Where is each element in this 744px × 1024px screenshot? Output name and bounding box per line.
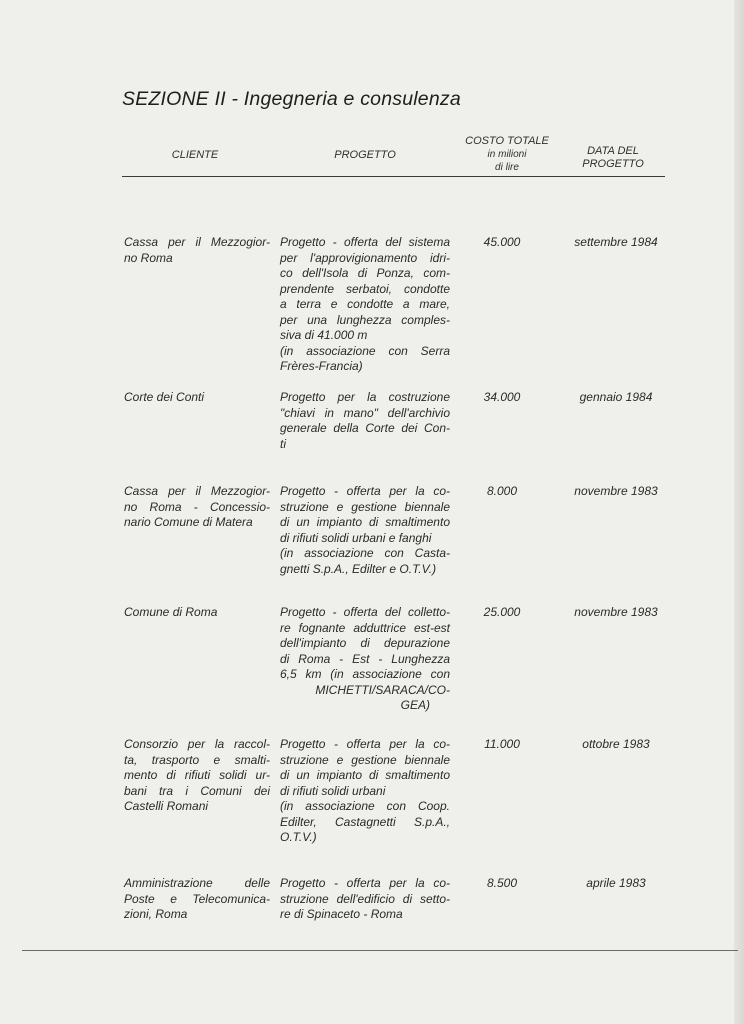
row-4-costo: 25.000 (483, 605, 521, 619)
row-4-progetto: Progetto - offerta del colletto- re fognante adduttrice est-est dell'impianto di depurazione di Roma - Est - Lunghezza 6,5 km (in associazione con MICHETTI/SARACA/CO- GEA) (280, 605, 450, 712)
row-3-data: novembre 1983 (574, 484, 658, 498)
row-5-data: ottobre 1983 (582, 737, 650, 751)
row-6-cliente: Amministrazione delle Poste e Telecomunica- zioni, Roma (124, 876, 270, 921)
page-bottom-rule (22, 950, 738, 951)
row-6-progetto: Progetto - offerta per la co- struzione dell'edificio di setto- re di Spinaceto - Roma (280, 876, 450, 921)
row-4-cliente: Comune di Roma (124, 605, 218, 619)
row-2-costo: 34.000 (483, 390, 521, 404)
row-3-progetto: Progetto - offerta per la co- struzione e gestione biennale di un impianto di smaltimento di rifiuti solidi urbani e fanghi (in associazione con Casta- gnetti S.p.A., Edilter e O.T.V.) (280, 484, 450, 576)
row-2-cliente: Corte dei Conti (124, 390, 205, 404)
page-edge-shadow (734, 0, 744, 1024)
row-3-costo: 8.000 (486, 484, 518, 498)
row-6-data: aprile 1983 (586, 876, 646, 890)
row-1-progetto: Progetto - offerta del sistema per l'approvigionamento idri- co dell'Isola di Ponza, com- prendente serbatoi, condotte a terra e condotte a mare, per una lunghezza comples- siva di 41.000 m (in associazione con Serra Frères-Francia) (280, 235, 450, 373)
row-5-cliente: Consorzio per la raccol- ta, trasporto e smalti- mento di rifiuti solidi ur- bani tra i Comuni dei Castelli Romani (124, 737, 270, 813)
row-3-cliente: Cassa per il Mezzogior- no Roma - Concessio- nario Comune di Matera (124, 484, 270, 529)
header-divider (122, 176, 665, 177)
header-progetto: PROGETTO (334, 149, 396, 161)
row-1-costo: 45.000 (483, 235, 521, 249)
row-5-progetto: Progetto - offerta per la co- struzione e gestione biennale di un impianto di smaltimento di rifiuti solidi urbani (in associazione con Coop. Edilter, Castagnetti S.p.A., O.T.V.) (280, 737, 450, 844)
row-6-costo: 8.500 (486, 876, 518, 890)
row-4-data: novembre 1983 (574, 605, 658, 619)
row-2-progetto: Progetto per la costruzione "chiavi in mano" dell'archivio generale della Corte dei Con- ti (280, 390, 450, 451)
row-5-costo: 11.000 (484, 737, 520, 751)
header-costo-totale: COSTO TOTALE in milioni di lire (465, 135, 549, 173)
row-1-cliente: Cassa per il Mezzogior- no Roma (124, 235, 270, 265)
section-title: SEZIONE II - Ingegneria e consulenza (122, 88, 461, 110)
header-data-progetto: DATA DEL PROGETTO (582, 145, 644, 170)
header-cliente: CLIENTE (171, 149, 219, 161)
row-2-data: gennaio 1984 (579, 390, 653, 404)
row-1-data: settembre 1984 (574, 235, 658, 249)
